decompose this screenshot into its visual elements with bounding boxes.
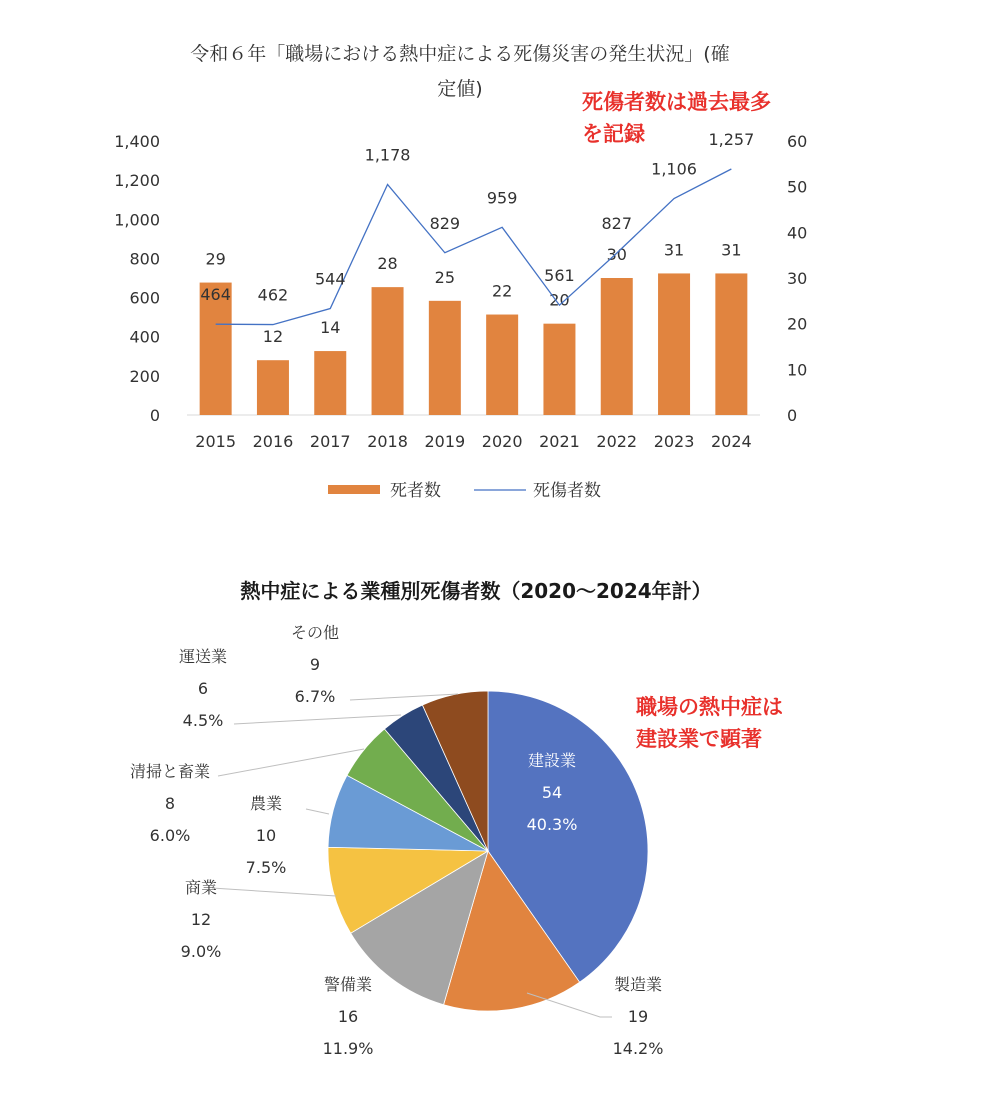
pie-slice-label-group [181,878,222,961]
bar-value-label: 25 [434,267,456,287]
pie-slice-name: 製造業 [613,975,663,994]
combo-chart-annotation-line2: を記録 [582,122,645,146]
pie-slice-name: その他 [290,623,340,642]
pie-slice-value: 54 [541,783,563,802]
bar-2020 [486,315,518,415]
x-tick-label: 2016 [252,432,294,451]
pie-slice-value: 10 [255,826,277,845]
x-tick-label: 2017 [309,432,351,451]
pie-slice-name: 清掃と畜業 [129,762,211,781]
pie-leader-line [234,715,401,724]
pie-chart [130,623,663,1058]
x-tick-label: 2015 [195,432,237,451]
pie-leader-line [212,888,336,896]
pie-slice-name: 農業 [249,794,283,813]
line-value-label: 464 [200,285,231,305]
bar-2023 [658,273,690,415]
pie-slice-percent: 40.3% [526,815,578,834]
x-tick-label: 2022 [596,432,638,451]
line-series-casualties [216,169,732,325]
bar-value-label: 12 [262,327,284,347]
pie-slice-percent: 6.0% [149,826,191,845]
pie-leader-line [306,809,329,814]
pie-slice-label-group [246,794,287,877]
bar-value-label: 31 [663,240,685,260]
bar-2018 [372,287,404,415]
right-y-tick-label: 60 [787,132,808,151]
pie-slice-value: 16 [337,1007,359,1026]
legend-line-label: 死傷者数 [533,481,601,501]
right-y-tick-label: 30 [787,269,808,288]
pie-slice-percent: 14.2% [612,1039,664,1058]
left-y-tick-label: 400 [129,327,160,347]
line-value-label: 827 [601,214,633,234]
left-y-tick-label: 0 [149,406,160,425]
combo-chart-legend [328,481,601,501]
pie-chart-annotation-line1: 職場の熱中症は [636,695,783,719]
pie-slice-value: 6 [197,679,209,698]
bar-2019 [429,301,461,415]
pie-chart-annotation-line2: 建設業で顕著 [636,727,762,751]
combo-chart-title-line1: 令和６年「職場における熱中症による死傷災害の発生状況」(確 [190,43,730,65]
pie-slice-label-group [130,762,210,845]
pie-slice-percent: 6.7% [294,687,336,706]
right-y-tick-label: 50 [787,177,808,197]
bar-2016 [257,360,289,415]
combo-chart [114,130,807,451]
bar-value-label: 31 [721,240,742,260]
x-tick-label: 2020 [481,432,523,451]
pie-leader-line [218,749,364,776]
line-value-label: 462 [257,285,289,305]
pie-slice-label-group [323,975,374,1058]
pie-slice-name: 建設業 [527,751,577,770]
left-y-tick-label: 1,400 [114,132,160,151]
x-tick-label: 2021 [539,432,580,451]
pie-slice-name: 警備業 [323,975,373,994]
pie-slice-label-group [613,975,664,1058]
bar-value-label: 22 [491,281,513,301]
bar-2017 [314,351,346,415]
legend-bar-label: 死者数 [390,481,441,501]
combo-chart-title-line2: 定値) [437,78,483,100]
bar-value-label: 28 [377,254,398,274]
right-y-tick-label: 10 [787,360,808,380]
line-value-label: 1,106 [651,159,697,179]
left-y-tick-label: 800 [129,249,160,269]
x-tick-label: 2023 [653,432,695,451]
bar-2024 [715,273,747,415]
line-value-label: 1,257 [708,129,755,149]
bar-value-label: 30 [606,245,627,264]
line-value-label: 1,178 [364,145,411,165]
line-value-label: 959 [486,188,518,208]
legend-bar-swatch [328,485,380,494]
pie-slice-percent: 11.9% [322,1039,374,1058]
right-y-tick-label: 20 [787,314,808,334]
pie-slice-value: 19 [627,1007,649,1026]
pie-slice-value: 9 [309,655,321,674]
pie-chart-title: 熱中症による業種別死傷者数（2020～2024年計） [240,579,712,603]
pie-slice-label-group [291,623,339,706]
left-y-tick-label: 200 [129,366,160,386]
bar-value-label: 20 [549,290,570,310]
x-tick-label: 2019 [424,432,466,451]
pie-slice-percent: 9.0% [180,942,222,961]
left-y-tick-label: 1,200 [114,171,160,191]
pie-slice-label-group [179,647,227,730]
right-y-tick-label: 40 [787,223,808,243]
combo-chart-annotation-line1: 死傷者数は過去最多 [582,90,771,114]
pie-slice-name: 運送業 [178,647,228,666]
left-y-tick-label: 600 [129,288,160,308]
line-value-label: 561 [544,266,575,286]
pie-slice-percent: 7.5% [245,858,287,877]
bar-2021 [543,324,575,415]
bar-2022 [601,278,633,415]
x-tick-label: 2018 [367,432,408,451]
bar-value-label: 14 [320,318,341,338]
pie-slice-value: 8 [164,794,176,813]
left-y-tick-label: 1,000 [114,210,160,230]
line-value-label: 829 [429,213,461,233]
line-value-label: 544 [314,269,346,289]
x-tick-label: 2024 [710,432,752,451]
pie-slice-name: 商業 [184,878,218,897]
right-y-tick-label: 0 [787,406,798,425]
bar-value-label: 29 [205,249,226,269]
pie-slice-percent: 4.5% [182,711,224,730]
pie-slice-value: 12 [190,910,212,929]
